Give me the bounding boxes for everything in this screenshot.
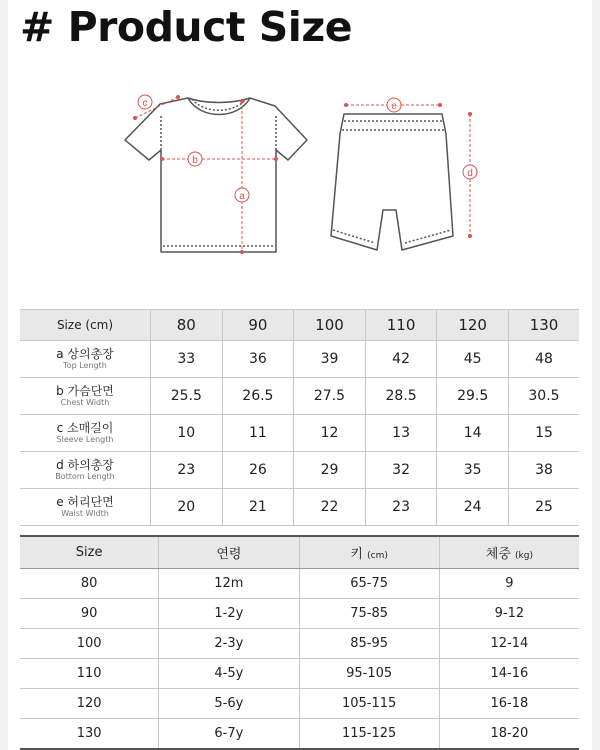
- table-cell: 36: [222, 341, 294, 378]
- age-col-header-unit: (cm): [367, 551, 388, 561]
- table-cell: 39: [294, 341, 366, 378]
- table-cell: 33: [151, 341, 223, 378]
- table-cell: 9: [439, 569, 579, 599]
- table-cell: 90: [20, 599, 159, 629]
- row-label-en: Bottom Length: [55, 471, 115, 481]
- age-guide-table: [20, 535, 579, 750]
- table-cell: 120: [20, 689, 159, 719]
- table-row: [20, 689, 579, 719]
- table-cell: 85-95: [299, 629, 439, 659]
- size-table-header-label: Size (cm): [20, 310, 151, 341]
- table-cell: 14: [437, 415, 509, 452]
- table-cell: 110: [20, 659, 159, 689]
- table-cell: 9-12: [439, 599, 579, 629]
- table-cell: 10: [151, 415, 223, 452]
- age-col-header-label: 키: [350, 547, 368, 562]
- age-col-header-label: Size: [75, 545, 103, 560]
- garment-illustration: [0, 0, 600, 300]
- table-row: [20, 452, 579, 489]
- table-cell: 4-5y: [159, 659, 299, 689]
- row-label-en: Waist Width: [61, 508, 109, 518]
- table-cell: 115-125: [299, 719, 439, 750]
- table-cell: 12-14: [439, 629, 579, 659]
- marker-b-label: b: [192, 155, 198, 166]
- table-cell: 25.5: [151, 378, 223, 415]
- table-row: [20, 378, 579, 415]
- table-cell: 12: [294, 415, 366, 452]
- table-cell: 32: [365, 452, 437, 489]
- marker-c-label: c: [142, 98, 148, 109]
- row-label-en: Sleeve Length: [56, 434, 114, 444]
- table-cell: 35: [437, 452, 509, 489]
- row-label-en: Top Length: [63, 360, 107, 370]
- table-row: [20, 569, 579, 599]
- age-col-header-size: [20, 536, 159, 569]
- page-title: # Product Size: [20, 3, 353, 51]
- table-row: [20, 415, 579, 452]
- table-row: [20, 599, 579, 629]
- row-label: [20, 341, 151, 378]
- table-cell: 27.5: [294, 378, 366, 415]
- age-col-header-height: [299, 536, 439, 569]
- table-cell: 11: [222, 415, 294, 452]
- table-cell: 45: [437, 341, 509, 378]
- marker-a-label: a: [239, 191, 245, 202]
- size-col-header: 110: [365, 310, 437, 341]
- age-table-header-row: [20, 536, 579, 569]
- age-col-header-age: [159, 536, 299, 569]
- row-label-kr: c 소매길이: [56, 421, 114, 435]
- table-cell: 75-85: [299, 599, 439, 629]
- table-cell: 105-115: [299, 689, 439, 719]
- row-label: [20, 452, 151, 489]
- table-cell: 23: [151, 452, 223, 489]
- tshirt-drawing: [125, 98, 307, 252]
- table-cell: 21: [222, 489, 294, 526]
- table-cell: 2-3y: [159, 629, 299, 659]
- table-cell: 38: [508, 452, 579, 489]
- size-col-header: 130: [508, 310, 579, 341]
- table-cell: 42: [365, 341, 437, 378]
- table-cell: 12m: [159, 569, 299, 599]
- table-row: [20, 489, 579, 526]
- row-label-kr: a 상의총장: [56, 347, 114, 361]
- table-cell: 48: [508, 341, 579, 378]
- row-label-kr: b 가슴단면: [56, 384, 114, 398]
- table-cell: 26.5: [222, 378, 294, 415]
- table-row: [20, 719, 579, 750]
- table-cell: 28.5: [365, 378, 437, 415]
- age-col-header-unit: (kg): [515, 551, 533, 561]
- age-col-header-label: 체중: [485, 547, 516, 562]
- size-col-header: 120: [437, 310, 509, 341]
- table-row: [20, 659, 579, 689]
- age-col-header-weight: [439, 536, 579, 569]
- table-cell: 29.5: [437, 378, 509, 415]
- shorts-drawing: [331, 114, 453, 250]
- table-cell: 95-105: [299, 659, 439, 689]
- table-cell: 1-2y: [159, 599, 299, 629]
- table-row: [20, 629, 579, 659]
- table-cell: 80: [20, 569, 159, 599]
- table-cell: 24: [437, 489, 509, 526]
- size-table-header-row: [20, 310, 579, 341]
- table-cell: 100: [20, 629, 159, 659]
- table-cell: 13: [365, 415, 437, 452]
- table-cell: 16-18: [439, 689, 579, 719]
- table-cell: 30.5: [508, 378, 579, 415]
- table-cell: 6-7y: [159, 719, 299, 750]
- row-label-kr: e 허리단면: [56, 495, 114, 509]
- table-cell: 29: [294, 452, 366, 489]
- table-cell: 22: [294, 489, 366, 526]
- table-cell: 15: [508, 415, 579, 452]
- row-label-kr: d 하의총장: [56, 458, 114, 472]
- table-row: [20, 341, 579, 378]
- table-cell: 14-16: [439, 659, 579, 689]
- age-col-header-label: 연령: [216, 547, 242, 562]
- table-cell: 65-75: [299, 569, 439, 599]
- size-measurement-table: [20, 309, 579, 526]
- table-cell: 25: [508, 489, 579, 526]
- marker-e-label: e: [391, 101, 397, 112]
- table-cell: 20: [151, 489, 223, 526]
- row-label: [20, 415, 151, 452]
- size-col-header: 80: [151, 310, 223, 341]
- table-cell: 23: [365, 489, 437, 526]
- table-cell: 5-6y: [159, 689, 299, 719]
- size-col-header: 100: [294, 310, 366, 341]
- size-col-header: 90: [222, 310, 294, 341]
- table-cell: 130: [20, 719, 159, 750]
- marker-d-label: d: [467, 168, 473, 179]
- row-label: [20, 489, 151, 526]
- row-label: [20, 378, 151, 415]
- table-cell: 18-20: [439, 719, 579, 750]
- table-cell: 26: [222, 452, 294, 489]
- row-label-en: Chest Width: [60, 397, 110, 407]
